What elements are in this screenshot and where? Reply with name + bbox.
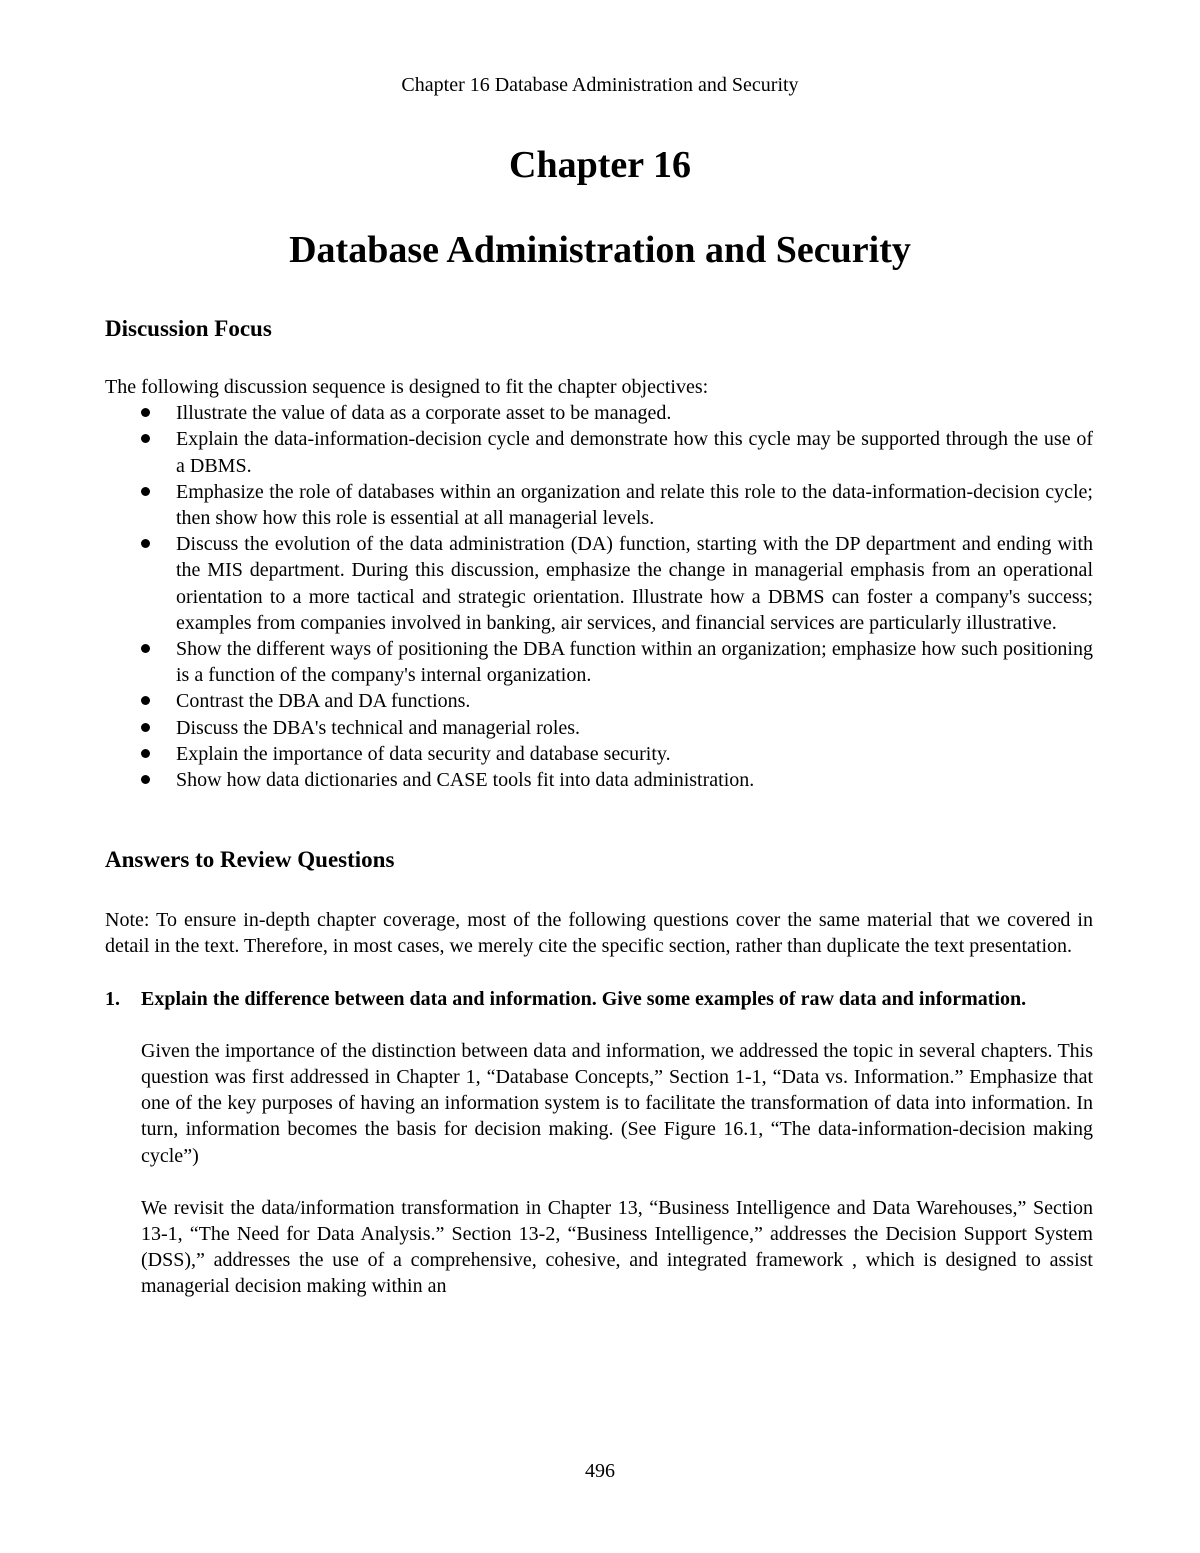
list-item [105, 688, 1093, 714]
list-item [105, 767, 1093, 793]
list-item [105, 636, 1093, 688]
list-item-text: Show the different ways of positioning the DBA function within an organization; emphasize how such positioning is a function of the company's internal organization. [176, 638, 1093, 687]
answer-paragraph: We revisit the data/information transformation in Chapter 13, “Business Intelligence and Data Warehouses,” Section 13-1, “The Need for Data Analysis.” Section 13-2, “Business Intelligence,” addresses the Decision Support System (DSS),” addresses the use of a comprehensive, cohesive, and integrated framework , which is designed to assist managerial decision making within an [141, 1196, 1093, 1298]
list-item [105, 715, 1093, 741]
bullet-icon [141, 539, 150, 548]
list-item-text: Contrast the DBA and DA functions. [176, 690, 471, 713]
list-item [105, 426, 1093, 478]
question-text: Explain the difference between data and information. Give some examples of raw data and information. [141, 987, 1027, 1010]
bullet-icon [141, 487, 150, 496]
objectives-list [105, 400, 1093, 793]
list-item [105, 479, 1093, 531]
bullet-icon [141, 775, 150, 784]
answer-paragraph: Given the importance of the distinction between data and information, we addressed the topic in several chapters. This question was first addressed in Chapter 1, “Database Concepts,” Section 1-1, “Data vs. Information.” Emphasize that one of the key purposes of having an information system is to facilitate the transformation of data into information. In turn, information becomes the basis for decision making. (See Figure 16.1, “The data-information-decision making cycle”) [141, 1039, 1093, 1167]
discussion-intro: The following discussion sequence is designed to fit the chapter objectives: [105, 376, 709, 398]
chapter-title: Database Administration and Security [289, 229, 911, 271]
running-header: Chapter 16 Database Administration and Security [401, 74, 799, 96]
chapter-number: Chapter 16 [509, 144, 691, 186]
list-item-text: Discuss the DBA's technical and managerial roles. [176, 716, 581, 739]
list-item-text: Discuss the evolution of the data administration (DA) function, starting with the DP department and ending with the MIS department. During this discussion, emphasize the change in managerial emphasis from an operational orientation to a more tactical and strategic orientation. Illustrate how a DBMS can foster a company's success; examples from companies involved in banking, air services, and financial services are particularly illustrative. [176, 533, 1093, 634]
page-content [105, 314, 1093, 1300]
list-item-text: Emphasize the role of databases within an organization and relate this role to the data-information-decision cycle; then show how this role is essential at all managerial levels. [176, 480, 1093, 530]
question-1 [105, 986, 1093, 1300]
page-number: 496 [585, 1460, 615, 1482]
bullet-icon [141, 644, 150, 653]
discussion-focus-heading: Discussion Focus [105, 316, 272, 341]
bullet-icon [141, 723, 150, 732]
answers-note: Note: To ensure in-depth chapter coverage, most of the following questions cover the same material that we covered in detail in the text. Therefore, in most cases, we merely cite the specific section, rather than duplicate the text presentation. [105, 909, 1093, 958]
bullet-icon [141, 749, 150, 758]
list-item-text: Show how data dictionaries and CASE tools fit into data administration. [176, 769, 755, 792]
list-item-text: Illustrate the value of data as a corporate asset to be managed. [176, 402, 672, 425]
list-item [105, 400, 1093, 426]
bullet-icon [141, 696, 150, 705]
list-item-text: Explain the importance of data security and database security. [176, 742, 671, 765]
bullet-icon [141, 434, 150, 443]
list-item [105, 531, 1093, 636]
bullet-icon [141, 408, 150, 417]
list-item-text: Explain the data-information-decision cycle and demonstrate how this cycle may be supported through the use of a DBMS. [176, 428, 1093, 477]
list-item [105, 741, 1093, 767]
answers-heading: Answers to Review Questions [105, 847, 395, 873]
question-number: 1. [105, 987, 120, 1010]
